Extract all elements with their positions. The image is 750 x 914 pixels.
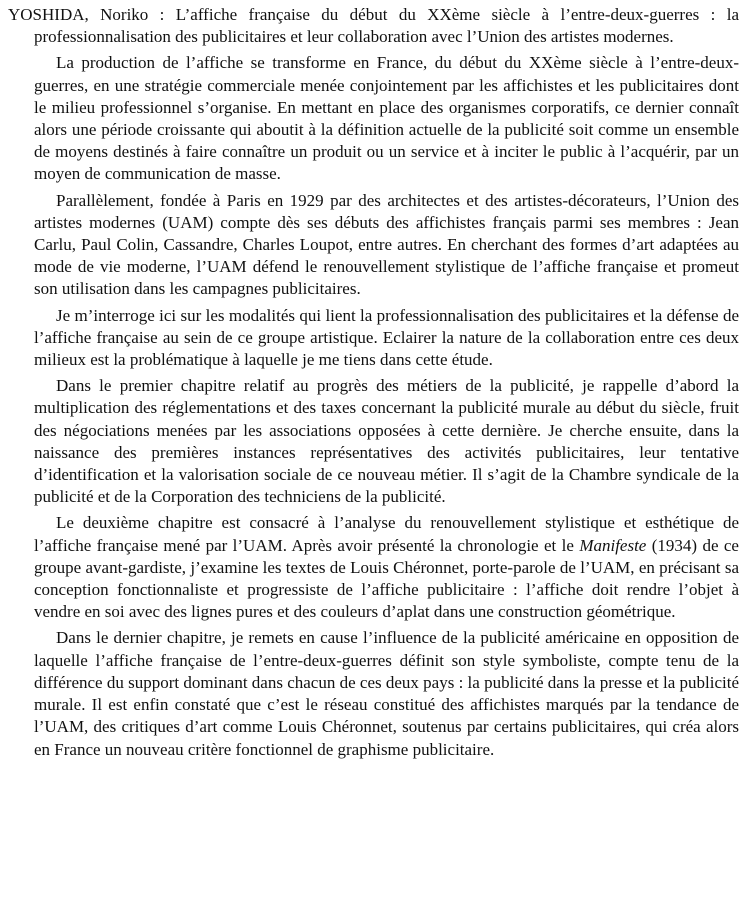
paragraph-5	[34, 512, 739, 623]
document-header: YOSHIDA, Noriko : L’affiche française du début du XXème siècle à l’entre-deux-guerres : la professionnalisation des publicitaires et leur collaboration avec l’Union des artistes modernes.	[8, 5, 739, 47]
paragraph-4: Dans le premier chapitre relatif au progrès des métiers de la publicité, je rappelle d’abord la multiplication des réglementations et des taxes concernant la publicité murale au début du siècle, fruit des négociations menées par les associations opposées à cette dernière. Je cherche ensuite, dans la naissance des premières instances représentatives des activités publicitaires, leur tentative d’identification et la valorisation sociale de ce nouveau métier. Il s’agit de la Chambre syndicale de la publicité et de la Corporation des techniciens de la publicité.	[34, 376, 739, 507]
manifeste-title: Manifeste	[579, 535, 647, 555]
paragraph-2: Parallèlement, fondée à Paris en 1929 par des architectes et des artistes-décorateurs, l’Union des artistes modernes (UAM) compte dès ses débuts des affichistes français parmi ses membres : Jean Carlu, Paul Colin, Cassandre, Charles Loupot, entre autres. En cherchant des formes d’art adaptées au mode de vie moderne, l’UAM défend le renouvellement stylistique de l’affiche française et promeut son utilisation dans les campagnes publicitaires.	[34, 190, 739, 299]
paragraph-3: Je m’interroge ici sur les modalités qui lient la professionnalisation des publicitaires et la défense de l’affiche française au sein de ce groupe artistique. Eclairer la nature de la collaboration entre ces deux milieux est la problématique à laquelle je me tiens dans cette étude.	[34, 305, 739, 370]
paragraph-5-text-before: Le deuxième chapitre est consacré à l’analyse du renouvellement stylistique et esthétique de l’affiche française mené par l’UAM. Après avoir présenté la chronologie et le	[34, 513, 739, 555]
paragraph-6: Dans le dernier chapitre, je remets en cause l’influence de la publicité américaine en opposition de laquelle l’affiche française de l’entre-deux-guerres définit son style symboliste, compte tenu de la différence du support dominant dans chacun de ces deux pays : la publicité dans la presse et la publicité murale. Il est enfin constaté que c’est le réseau constitué des affichistes marqués par la tendance de l’UAM, des critiques d’art comme Louis Chéronnet, soutenus par certains publicitaires, qui créa alors en France un nouveau critère fonctionnel de graphisme publicitaire.	[34, 628, 739, 759]
paragraph-5-text-after: (1934) de ce groupe avant-gardiste, j’examine les textes de Louis Chéronnet, porte-parole de l’UAM, en précisant sa conception fonctionnaliste et progressiste de l’affiche publicitaire : l’affiche doit rendre l’objet à vendre en soi avec des lignes pures et des couleurs d’aplat dans une construction géométrique.	[34, 535, 739, 622]
paragraph-1: La production de l’affiche se transforme en France, du début du XXème siècle à l’entre-deux-guerres, en une stratégie commerciale menée conjointement par les affichistes et les publicitaires dont le milieu professionnel s’organise. En mettant en place des organismes corporatifs, ce dernier connaît alors une période croissante qui aboutit à la définition actuelle de la publicité soit comme un ensemble de moyens destinés à faire connaître un produit ou un service et à inciter le public à l’acquérir, par un moyen de communication de masse.	[34, 53, 739, 184]
